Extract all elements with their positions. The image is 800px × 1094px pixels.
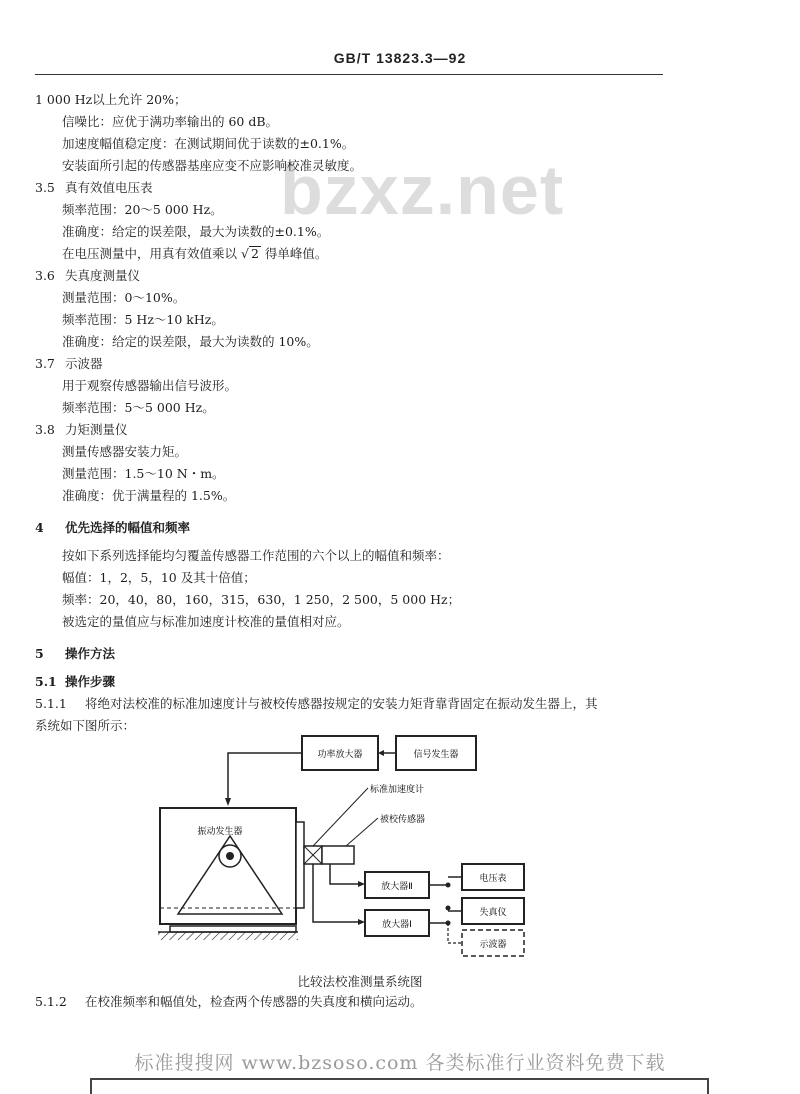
- section-title: 示波器: [65, 356, 103, 371]
- text-line: 准确度：给定的误差限，最大为读数的 10%。: [62, 334, 319, 349]
- section-number: 5: [35, 646, 44, 661]
- section-number: 5.1: [35, 674, 57, 689]
- section-heading: [35, 180, 153, 196]
- section-number: 3.5: [35, 180, 55, 195]
- text-line: 安装面所引起的传感器基座应变不应影响校准灵敏度。: [62, 158, 363, 173]
- text-fragment: 在校准频率和幅值处，检查两个传感器的失真度和横向运动。: [85, 994, 423, 1009]
- section-title: 优先选择的幅值和频率: [65, 520, 191, 535]
- leader-line: [346, 818, 378, 846]
- arrow-head: [358, 881, 365, 887]
- text-line: 准确度：优于满量程的 1.5%。: [62, 488, 236, 503]
- ground-hatch: [158, 932, 298, 940]
- section-number: 5.1.1: [35, 696, 67, 711]
- section-heading: [35, 674, 115, 690]
- text-line: 信噪比：应优于满功率输出的 60 dB。: [62, 114, 279, 129]
- sensor-under-test: [322, 846, 354, 864]
- text-line: 测量范围：1.5～10 N・m。: [62, 466, 225, 481]
- text-line: 被选定的量值应与标准加速度计校准的量值相对应。: [62, 614, 350, 629]
- text-fragment: 在电压测量中，用真有效值乘以: [62, 246, 238, 261]
- watermark: bzxz.net: [280, 151, 565, 229]
- text-line: 频率：20，40，80，160，315，630，1 250，2 500，5 000 Hz；: [62, 592, 461, 607]
- connector-line: [330, 864, 360, 884]
- switch-node: [446, 906, 451, 911]
- section-title: 力矩测量仪: [65, 422, 128, 437]
- text-line: 用于观察传感器输出信号波形。: [62, 378, 238, 393]
- arrow-head: [358, 919, 365, 925]
- text-line: 1 000 Hz以上允许 20%；: [35, 92, 187, 107]
- armature: [296, 822, 304, 908]
- bottom-frame: [90, 1078, 709, 1094]
- footer-banner: 标准搜搜网 www.bzsoso.com 各类标准行业资料免费下载: [134, 1052, 666, 1074]
- base-plate: [170, 926, 296, 932]
- section-heading: [35, 356, 103, 372]
- text-line: 加速度幅值稳定度：在测试期间优于读数的±0.1%。: [62, 136, 355, 151]
- sqrt-value: 2: [250, 246, 259, 261]
- leader-line: [313, 788, 368, 846]
- section-heading: [35, 646, 115, 662]
- section-number: 3.8: [35, 422, 55, 437]
- section-number: 3.6: [35, 268, 55, 283]
- text-line: [35, 994, 423, 1010]
- text-line: 系统如下图所示：: [35, 718, 136, 733]
- sensor-under-test-label: 被校传感器: [380, 815, 426, 825]
- oscilloscope-label: 示波器: [479, 940, 507, 950]
- section-heading: [35, 520, 190, 536]
- switch-node: [446, 883, 451, 888]
- voltmeter-label: 电压表: [479, 874, 507, 884]
- section-title: 操作步骤: [65, 674, 116, 689]
- text-line: 幅值：1，2，5，10 及其十倍值；: [62, 570, 256, 585]
- text-fragment: 得单峰值。: [264, 246, 328, 261]
- connector-line: [228, 753, 302, 800]
- section-number: 5.1.2: [35, 994, 67, 1009]
- text-line: 准确度：给定的误差限，最大为读数的±0.1%。: [62, 224, 330, 239]
- text-line: 频率范围：5 Hz～10 kHz。: [62, 312, 224, 327]
- section-number: 3.7: [35, 356, 55, 371]
- text-line: [62, 246, 327, 262]
- amplifier-2-label: 放大器Ⅱ: [381, 882, 413, 892]
- standard-accelerometer-label: 标准加速度计: [370, 785, 425, 795]
- header-rule: [35, 74, 663, 75]
- section-title: 失真度测量仪: [65, 268, 141, 283]
- distortion-meter-label: 失真仪: [479, 908, 507, 918]
- text-line: 频率范围：20～5 000 Hz。: [62, 202, 223, 217]
- signal-generator-label: 信号发生器: [413, 750, 459, 760]
- text-line: 按如下系列选择能均匀覆盖传感器工作范围的六个以上的幅值和频率：: [62, 548, 450, 563]
- page-header: GB/T 13823.3—92: [333, 50, 467, 66]
- text-line: [35, 696, 598, 712]
- section-heading: [35, 268, 140, 284]
- trunnion-center: [226, 852, 234, 860]
- section-title: 真有效值电压表: [65, 180, 153, 195]
- section-title: 操作方法: [65, 646, 116, 661]
- arrow-head: [225, 798, 231, 806]
- calibration-system-diagram: [150, 730, 550, 960]
- amplifier-1-label: 放大器Ⅰ: [382, 920, 412, 930]
- vibration-generator-label: 振动发生器: [197, 827, 243, 837]
- text-line: 测量范围：0～10%。: [62, 290, 186, 305]
- text-line: 测量传感器安装力矩。: [62, 444, 188, 459]
- section-number: 4: [35, 520, 44, 535]
- text-fragment: 将绝对法校准的标准加速度计与被校传感器按规定的安装力矩背靠背固定在振动发生器上，其: [85, 696, 598, 711]
- sqrt-symbol: √: [241, 246, 249, 261]
- power-amplifier-label: 功率放大器: [317, 750, 363, 760]
- figure-caption: 比较法校准测量系统图: [297, 974, 423, 989]
- connector-line: [313, 864, 360, 922]
- section-heading: [35, 422, 128, 438]
- text-line: 频率范围：5～5 000 Hz。: [62, 400, 215, 415]
